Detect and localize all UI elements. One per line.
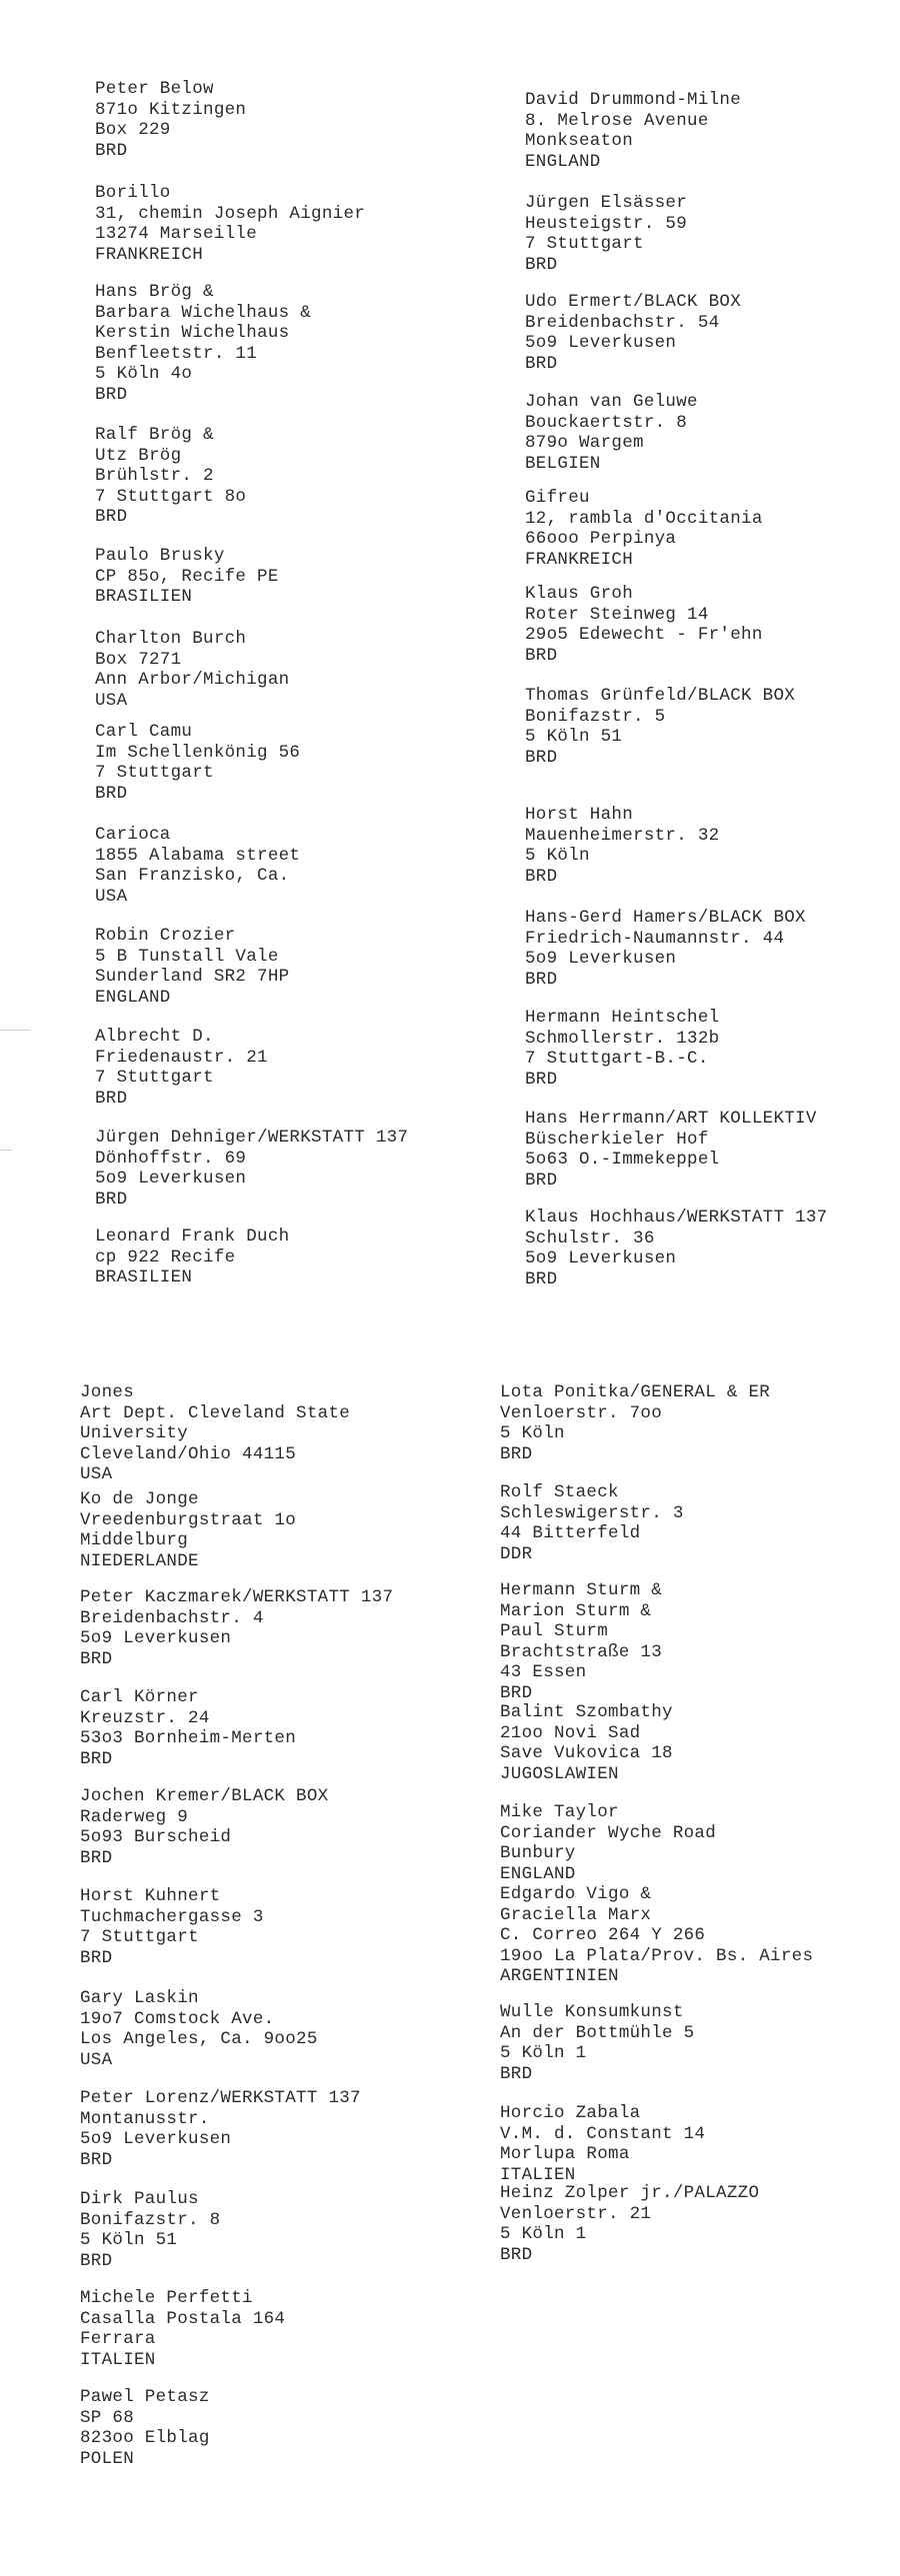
address-line: Montanusstr. xyxy=(80,2108,210,2129)
address-line: Graciella Marx xyxy=(500,1904,652,1925)
address-name: Rolf Staeck xyxy=(500,1482,619,1502)
address-entry xyxy=(95,425,246,528)
address-line: 5 Köln 51 xyxy=(525,727,623,747)
address-line: cp 922 Recife xyxy=(95,1247,236,1268)
address-entry xyxy=(500,1884,813,1987)
address-line: USA xyxy=(95,690,128,711)
address-entry xyxy=(95,1027,268,1109)
address-line: 44 Bitterfeld xyxy=(500,1523,641,1543)
address-name: Dirk Paulus xyxy=(80,2189,199,2209)
address-name: Leonard Frank Duch xyxy=(95,1227,290,1247)
address-name: Balint Szombathy xyxy=(500,1702,673,1722)
address-line: FRANKREICH xyxy=(95,244,204,265)
address-entry xyxy=(525,805,719,887)
address-line: BRD xyxy=(95,783,128,804)
address-line: BRD xyxy=(500,1682,533,1703)
address-line: Barbara Wichelhaus & xyxy=(95,302,312,323)
address-line: 21oo Novi Sad xyxy=(500,1722,641,1743)
address-name: Michele Perfetti xyxy=(80,2288,253,2308)
address-entry xyxy=(80,1687,296,1769)
address-name: Hermann Sturm & xyxy=(500,1580,663,1600)
address-line: Utz Brög xyxy=(95,445,182,466)
address-name: Horcio Zabala xyxy=(500,2103,641,2123)
address-name: Heinz Zolper jr./PALAZZO xyxy=(500,2183,760,2203)
address-entry xyxy=(95,183,365,265)
address-line: SP 68 xyxy=(80,2407,135,2428)
address-line: 31, chemin Joseph Aignier xyxy=(95,203,366,224)
address-line: C. Correo 264 Y 266 xyxy=(500,1925,706,1945)
address-line: JUGOSLAWIEN xyxy=(500,1763,619,1784)
address-line: BRD xyxy=(525,1269,558,1289)
address-line: 7 Stuttgart xyxy=(95,763,214,783)
address-name: Peter Kaczmarek/WERKSTATT 137 xyxy=(80,1587,394,1607)
address-line: BRD xyxy=(500,1443,533,1464)
address-line: 7 Stuttgart-B.-C. xyxy=(525,1049,709,1069)
address-entry xyxy=(95,926,289,1008)
address-line: 5o9 Leverkusen xyxy=(80,2129,232,2149)
address-entry xyxy=(80,1382,350,1485)
address-line: 7 Stuttgart 8o xyxy=(95,486,247,507)
address-name: Edgardo Vigo & xyxy=(500,1884,652,1904)
address-name: Carl Körner xyxy=(80,1687,199,1707)
address-name: Klaus Groh xyxy=(525,584,634,604)
address-line: BELGIEN xyxy=(525,453,601,474)
address-line: ARGENTINIEN xyxy=(500,1966,619,1986)
address-line: 53o3 Bornheim-Merten xyxy=(80,1728,297,1748)
address-name: Gifreu xyxy=(525,488,590,508)
address-name: Ralf Brög & xyxy=(95,425,214,445)
address-line: San Franzisko, Ca. xyxy=(95,866,290,886)
address-name: Hans Brög & xyxy=(95,282,214,302)
address-line: Dönhoffstr. 69 xyxy=(95,1148,247,1169)
address-line: Schmollerstr. 132b xyxy=(525,1028,720,1049)
address-line: An der Bottmühle 5 xyxy=(500,2022,695,2043)
address-line: Los Angeles, Ca. 9oo25 xyxy=(80,2029,318,2049)
address-entry xyxy=(525,1109,817,1191)
address-line: 66ooo Perpinya xyxy=(525,529,677,549)
address-line: ENGLAND xyxy=(525,151,601,172)
address-line: Kreuzstr. 24 xyxy=(80,1707,210,1728)
address-line: 5o9 Leverkusen xyxy=(525,333,677,353)
address-line: BRD xyxy=(80,1847,113,1868)
address-line: Middelburg xyxy=(80,1530,189,1550)
address-line: Box 7271 xyxy=(95,649,182,670)
address-line: Bouckaertstr. 8 xyxy=(525,412,688,433)
address-line: 5o9 Leverkusen xyxy=(80,1628,232,1648)
address-entry xyxy=(95,1227,289,1288)
address-line: 5o9 Leverkusen xyxy=(95,1169,247,1189)
address-line: Friedenaustr. 21 xyxy=(95,1047,268,1068)
address-line: 43 Essen xyxy=(500,1662,587,1682)
address-line: CP 85o, Recife PE xyxy=(95,566,279,587)
address-name: Peter Below xyxy=(95,79,214,99)
address-line: BRD xyxy=(525,254,558,275)
address-name: Peter Lorenz/WERKSTATT 137 xyxy=(80,2088,361,2108)
address-entry xyxy=(95,282,311,405)
address-line: 5 Köln 4o xyxy=(95,364,193,384)
address-entry xyxy=(500,1580,662,1703)
address-name: Hermann Heintschel xyxy=(525,1008,720,1028)
margin-mark xyxy=(0,1150,12,1151)
address-line: Tuchmachergasse 3 xyxy=(80,1906,264,1927)
address-line: ITALIEN xyxy=(500,2164,576,2185)
address-line: BRD xyxy=(525,353,558,374)
address-line: Ann Arbor/Michigan xyxy=(95,670,290,690)
address-entry xyxy=(95,722,300,804)
address-line: Friedrich-Naumannstr. 44 xyxy=(525,928,785,949)
address-name: Carl Camu xyxy=(95,722,193,742)
address-line: 5 Köln xyxy=(525,846,590,866)
address-line: Bonifazstr. 5 xyxy=(525,706,666,727)
address-line: 5 Köln 51 xyxy=(80,2230,178,2250)
address-line: ITALIEN xyxy=(80,2349,156,2370)
address-line: 5 B Tunstall Vale xyxy=(95,946,279,967)
address-line: 5 Köln 1 xyxy=(500,2043,587,2063)
address-name: Albrecht D. xyxy=(95,1027,214,1047)
address-line: Monkseaton xyxy=(525,131,634,151)
address-line: Paul Sturm xyxy=(500,1621,609,1641)
address-line: Box 229 xyxy=(95,120,171,140)
margin-mark xyxy=(0,1030,30,1031)
address-line: 19o7 Comstock Ave. xyxy=(80,2008,275,2029)
address-name: Lota Ponitka/GENERAL & ER xyxy=(500,1382,771,1402)
address-line: Breidenbachstr. 54 xyxy=(525,312,720,333)
address-name: Paulo Brusky xyxy=(95,546,225,566)
address-entry xyxy=(525,488,763,570)
address-line: BRD xyxy=(500,2244,533,2265)
address-line: Morlupa Roma xyxy=(500,2144,630,2164)
address-line: 13274 Marseille xyxy=(95,224,258,244)
address-line: V.M. d. Constant 14 xyxy=(500,2123,706,2144)
address-name: Hans-Gerd Hamers/BLACK BOX xyxy=(525,908,806,928)
address-line: 1855 Alabama street xyxy=(95,845,301,866)
address-entry xyxy=(525,90,741,172)
address-entry xyxy=(80,2288,285,2370)
address-line: BRD xyxy=(525,1069,558,1090)
address-line: Art Dept. Cleveland State xyxy=(80,1402,351,1423)
address-entry xyxy=(500,1482,684,1564)
address-entry xyxy=(80,2387,210,2469)
address-line: BRD xyxy=(80,2250,113,2271)
address-line: 8. Melrose Avenue xyxy=(525,110,709,131)
address-line: BRD xyxy=(95,140,128,161)
address-line: Coriander Wyche Road xyxy=(500,1822,717,1843)
address-line: BRD xyxy=(500,2063,533,2084)
address-line: Sunderland SR2 7HP xyxy=(95,967,290,987)
address-line: BRD xyxy=(80,2149,113,2170)
address-name: Horst Hahn xyxy=(525,805,634,825)
address-line: BRD xyxy=(80,1648,113,1669)
address-entry xyxy=(95,546,279,608)
address-line: BRD xyxy=(95,384,128,405)
address-line: BRD xyxy=(525,866,558,887)
address-line: NIEDERLANDE xyxy=(80,1550,199,1571)
address-line: Büscherkieler Hof xyxy=(525,1129,709,1150)
address-line: BRD xyxy=(95,1088,128,1109)
address-line: Brachtstraße 13 xyxy=(500,1641,663,1662)
address-entry xyxy=(95,629,289,711)
address-line: Im Schellenkönig 56 xyxy=(95,742,301,763)
address-name: Pawel Petasz xyxy=(80,2387,210,2407)
address-entry xyxy=(80,1988,318,2070)
address-entry xyxy=(80,1587,393,1669)
address-name: Jochen Kremer/BLACK BOX xyxy=(80,1786,329,1806)
address-line: Cleveland/Ohio 44115 xyxy=(80,1443,297,1464)
address-entry xyxy=(80,1489,296,1571)
address-name: Robin Crozier xyxy=(95,926,236,946)
address-entry xyxy=(500,2103,705,2185)
address-line: Venloerstr. 7oo xyxy=(500,1402,663,1423)
address-entry xyxy=(95,1128,408,1210)
address-line: Schleswigerstr. 3 xyxy=(500,1502,684,1523)
address-line: USA xyxy=(95,886,128,907)
address-line: 7 Stuttgart xyxy=(80,1927,199,1947)
address-line: Vreedenburgstraat 1o xyxy=(80,1509,297,1530)
address-name: Johan van Geluwe xyxy=(525,392,698,412)
address-line: Schulstr. 36 xyxy=(525,1228,655,1249)
address-line: BRD xyxy=(80,1947,113,1968)
address-name: David Drummond-Milne xyxy=(525,90,742,110)
address-name: Gary Laskin xyxy=(80,1988,199,2008)
address-entry xyxy=(525,686,795,768)
address-entry xyxy=(80,1886,264,1968)
address-line: USA xyxy=(80,1464,113,1484)
address-name: Jürgen Dehniger/WERKSTATT 137 xyxy=(95,1128,409,1148)
address-name: Hans Herrmann/ART KOLLEKTIV xyxy=(525,1109,817,1129)
address-line: Mauenheimerstr. 32 xyxy=(525,825,720,846)
address-line: Ferrara xyxy=(80,2329,156,2349)
address-line: BRD xyxy=(525,969,558,990)
address-entry xyxy=(80,2189,220,2271)
address-entry xyxy=(500,1382,770,1464)
address-line: 5 Köln 1 xyxy=(500,2224,587,2244)
address-entry xyxy=(500,2002,694,2084)
address-entry xyxy=(500,1802,716,1884)
address-entry xyxy=(525,908,806,990)
address-name: Carioca xyxy=(95,825,171,845)
address-line: ENGLAND xyxy=(500,1863,576,1884)
address-line: BRD xyxy=(525,747,558,768)
address-entry xyxy=(525,1208,827,1289)
address-line: Bonifazstr. 8 xyxy=(80,2209,221,2230)
address-line: Marion Sturm & xyxy=(500,1600,652,1621)
address-entry xyxy=(80,1786,328,1868)
address-name: Ko de Jonge xyxy=(80,1489,199,1509)
address-line: 29o5 Edewecht - Fr'ehn xyxy=(525,625,763,645)
address-entry xyxy=(525,392,698,474)
address-line: Bunbury xyxy=(500,1843,576,1863)
address-line: Heusteigstr. 59 xyxy=(525,213,688,234)
address-name: Udo Ermert/BLACK BOX xyxy=(525,292,742,312)
address-line: Roter Steinweg 14 xyxy=(525,604,709,625)
address-line: 871o Kitzingen xyxy=(95,99,247,120)
address-line: BRASILIEN xyxy=(95,587,193,607)
address-entry xyxy=(95,79,246,161)
address-entry xyxy=(95,825,300,907)
address-name: Thomas Grünfeld/BLACK BOX xyxy=(525,686,796,706)
address-line: Benfleetstr. 11 xyxy=(95,343,258,364)
address-line: Venloerstr. 21 xyxy=(500,2203,652,2224)
address-entry xyxy=(500,1702,673,1784)
address-entry xyxy=(525,1008,719,1090)
address-name: Borillo xyxy=(95,183,171,203)
address-line: DDR xyxy=(500,1543,533,1564)
address-name: Jürgen Elsässer xyxy=(525,193,688,213)
address-line: 5o9 Leverkusen xyxy=(525,949,677,969)
address-name: Horst Kuhnert xyxy=(80,1886,221,1906)
address-line: Kerstin Wichelhaus xyxy=(95,323,290,343)
address-line: Casalla Postala 164 xyxy=(80,2308,286,2329)
address-entry xyxy=(525,584,763,666)
address-name: Charlton Burch xyxy=(95,629,247,649)
address-line: ENGLAND xyxy=(95,987,171,1008)
address-line: 879o Wargem xyxy=(525,433,644,453)
address-line: 12, rambla d'Occitania xyxy=(525,508,763,529)
address-line: Save Vukovica 18 xyxy=(500,1743,673,1763)
address-line: 5o9 Leverkusen xyxy=(525,1249,677,1269)
address-name: Jones xyxy=(80,1382,135,1402)
address-line: POLEN xyxy=(80,2448,135,2469)
address-line: 823oo Elblag xyxy=(80,2428,210,2448)
address-line: Brühlstr. 2 xyxy=(95,466,214,486)
address-line: 7 Stuttgart xyxy=(525,234,644,254)
address-line: BRD xyxy=(80,1748,113,1769)
address-line: BRASILIEN xyxy=(95,1268,193,1288)
address-name: Klaus Hochhaus/WERKSTATT 137 xyxy=(525,1208,828,1228)
address-line: FRANKREICH xyxy=(525,549,634,570)
address-line: BRD xyxy=(95,1189,128,1210)
address-entry xyxy=(525,292,741,374)
address-entry xyxy=(525,193,687,275)
address-line: Raderweg 9 xyxy=(80,1806,189,1827)
address-line: 5 Köln xyxy=(500,1423,565,1443)
address-line: BRD xyxy=(525,645,558,666)
address-line: USA xyxy=(80,2049,113,2070)
address-entry xyxy=(80,2088,361,2170)
address-line: Breidenbachstr. 4 xyxy=(80,1607,264,1628)
address-name: Wulle Konsumkunst xyxy=(500,2002,684,2022)
address-line: 5o93 Burscheid xyxy=(80,1827,232,1847)
address-line: University xyxy=(80,1423,189,1443)
address-line: 19oo La Plata/Prov. Bs. Aires xyxy=(500,1945,814,1966)
address-line: 5o63 O.-Immekeppel xyxy=(525,1150,720,1170)
address-name: Mike Taylor xyxy=(500,1802,619,1822)
address-line: BRD xyxy=(525,1170,558,1191)
address-line: 7 Stuttgart xyxy=(95,1068,214,1088)
address-entry xyxy=(500,2183,759,2265)
address-line: BRD xyxy=(95,507,128,527)
